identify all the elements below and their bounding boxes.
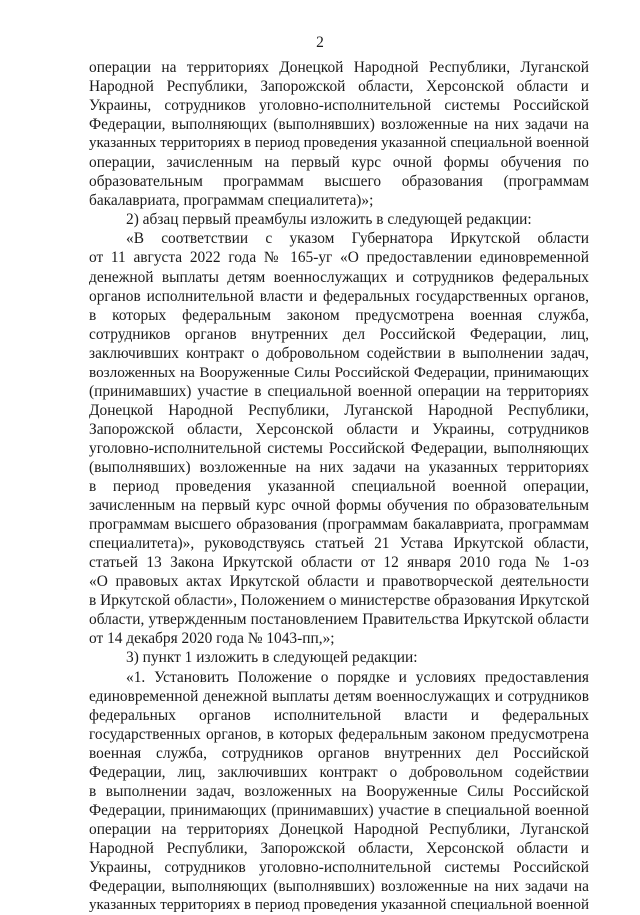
text-line: операции, зачисленным на первый курс очной формы обучения по <box>89 154 589 172</box>
text-line: федеральных органов исполнительной власти и федеральных <box>89 706 589 724</box>
text-line: указанных территориях в период проведения указанной специальной военной <box>89 135 589 152</box>
text-line: Федерации, выполняющих (выполнявших) возложенные на них задачи на <box>89 116 589 134</box>
text-line: (принимавших) участие в специальной военной операции на территориях <box>89 382 589 400</box>
text-line: заключивших контракт о добровольном содействии в выполнении задач, <box>89 344 589 362</box>
text-line: сотрудников органов внутренних дел Российской Федерации, лиц, <box>89 325 589 343</box>
text-line: от 11 августа 2022 года № 165-уг «О предоставлении единовременной <box>89 249 589 267</box>
text-line: от 14 декабря 2020 года № 1043-пп,»; <box>89 630 335 648</box>
text-line: в выполнении задач, возложенных на Вооруженные Силы Российской <box>89 782 589 800</box>
text-line: 2) абзац первый преамбулы изложить в следующей редакции: <box>126 211 532 229</box>
text-line: операции на территориях Донецкой Народной Республики, Луганской <box>89 820 589 838</box>
text-line: образовательным программам высшего образования (программам <box>89 173 589 191</box>
page-number: 2 <box>316 34 324 51</box>
text-line: программам высшего образования (программам бакалавриата, программам <box>89 516 589 534</box>
document-body <box>89 58 589 915</box>
text-line: Федерации, выполняющих (выполнявших) возложенные на них задачи на <box>89 878 589 896</box>
text-line: в которых федеральным законом предусмотрена военная служба, <box>89 306 589 324</box>
text-line: единовременной денежной выплаты детям военнослужащих и сотрудников <box>89 687 589 705</box>
text-line: органов исполнительной власти и федеральных государственных органов, <box>89 287 589 305</box>
text-line: статьей 13 Закона Иркутской области от 12 января 2010 года № 1-оз <box>89 554 589 572</box>
text-line: операции на территориях Донецкой Народной Республики, Луганской <box>89 59 589 76</box>
text-line: Донецкой Народной Республики, Луганской Народной Республики, <box>89 401 589 419</box>
text-line: военная служба, сотрудников органов внутренних дел Российской <box>89 744 589 762</box>
text-line: государственных органов, в которых федеральным законом предусмотрена <box>89 725 589 743</box>
text-line: «1. Установить Положение о порядке и условиях предоставления <box>126 668 589 686</box>
text-line: специалитета)», руководствуясь статьей 21 Устава Иркутской области, <box>89 535 589 553</box>
text-line: бакалавриата, программам специалитета)»; <box>89 192 374 210</box>
text-line: уголовно-исполнительной системы Российской Федерации, выполняющих <box>89 439 589 457</box>
text-line: области, утвержденным постановлением Правительства Иркутской области <box>89 611 589 629</box>
text-line: «О правовых актах Иркутской области и правотворческой деятельности <box>89 573 589 591</box>
text-line: Запорожской области, Херсонской области и Украины, сотрудников <box>89 420 589 438</box>
text-line: Украины, сотрудников уголовно-исполнительной системы Российской <box>89 858 589 876</box>
text-line: в Иркутской области», Положением о министерстве образования Иркутской <box>89 592 589 610</box>
text-line: в период проведения указанной специальной военной операции, <box>89 478 589 496</box>
text-line: Народной Республики, Запорожской области, Херсонской области и <box>89 78 589 96</box>
text-line: денежной выплаты детям военнослужащих и сотрудников федеральных <box>89 268 589 286</box>
text-line: Народной Республики, Запорожской области, Херсонской области и <box>89 839 589 857</box>
text-line: указанных территориях в период проведения указанной специальной военной <box>89 897 589 914</box>
text-line: «В соответствии с указом Губернатора Иркутской области <box>126 230 589 248</box>
text-line: возложенных на Вооруженные Силы Российской Федерации, принимающих <box>89 363 589 381</box>
text-line: Украины, сотрудников уголовно-исполнительной системы Российской <box>89 97 589 115</box>
text-line: зачисленным на первый курс очной формы обучения по образовательным <box>89 497 589 515</box>
text-line: (выполнявших) возложенные на них задачи на указанных территориях <box>89 458 589 476</box>
text-line: Федерации, лиц, заключивших контракт о добровольном содействии <box>89 763 589 781</box>
text-line: 3) пункт 1 изложить в следующей редакции: <box>126 649 418 667</box>
text-line: Федерации, принимающих (принимавших) участие в специальной военной <box>89 801 589 819</box>
